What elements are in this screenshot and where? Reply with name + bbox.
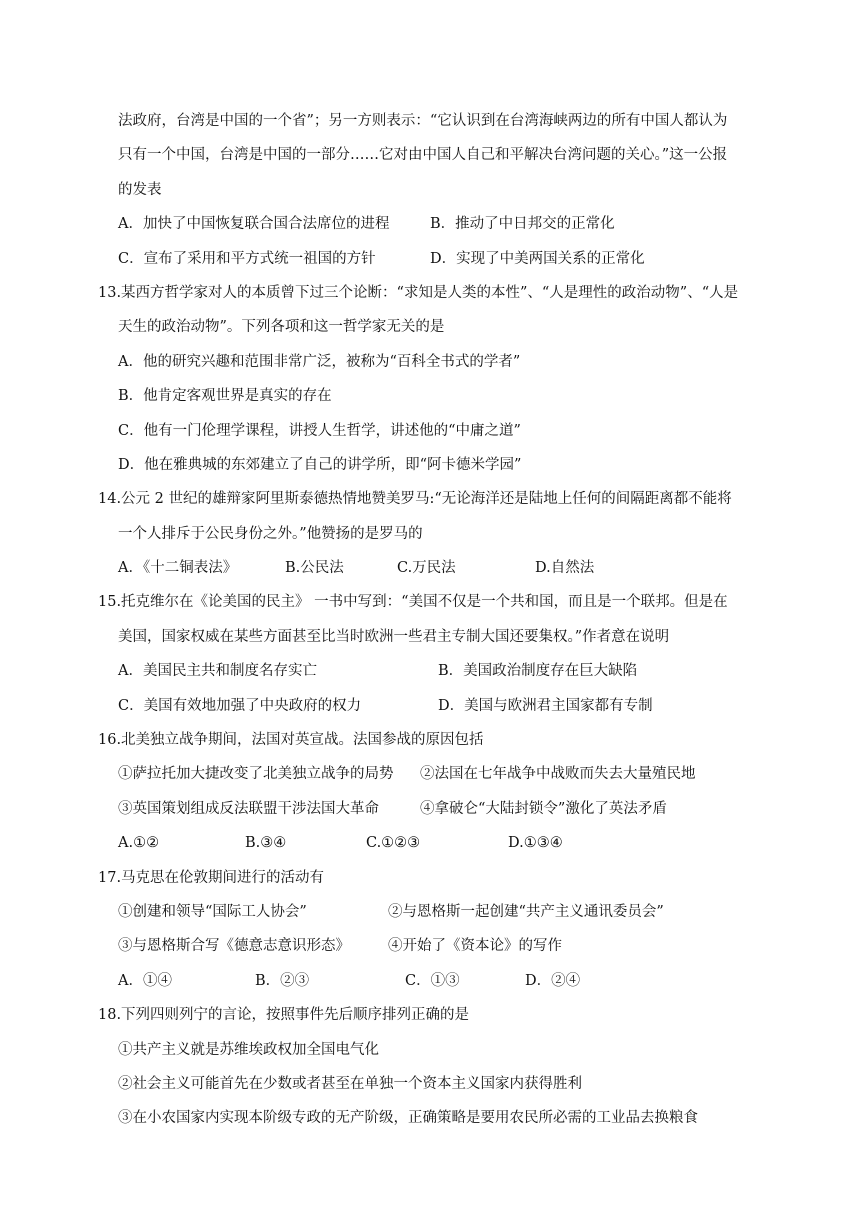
options-row [0,551,860,585]
question-stem-line: 16.北美独立战争期间，法国对英宣战。法国参战的原因包括 [98,732,484,749]
options-row [0,207,860,241]
statement-1: ①创建和领导“国际工人协会” [118,903,307,920]
statements-row [0,895,860,929]
question-16 [0,723,860,861]
options-row [0,689,860,723]
statement-4: ④拿破仑“大陆封锁令”激化了英法矛盾 [420,800,667,817]
option-b: B.公民法 [285,560,344,577]
statement-4: ④开始了《资本论》的写作 [388,938,562,955]
statement-2: ②与恩格斯一起创建“共产主义通讯委员会” [388,903,664,920]
option-c: C．①③ [405,972,460,989]
question-stem-line: 17.马克思在伦敦期间进行的活动有 [98,869,325,886]
question-stem-line: 美国，国家权威在某些方面甚至比当时欧洲一些君主专制大国还要集权。”作者意在说明 [118,628,670,645]
statements-row [0,792,860,826]
option-a: A．美国民主共和制度名存实亡 [118,663,317,680]
option-b: B．他肯定客观世界是真实的存在 [118,388,332,405]
question-18 [0,998,860,1136]
statement-3: ③英国策划组成反法联盟干涉法国大革命 [118,800,379,817]
options-row [0,242,860,276]
statements-row [0,757,860,791]
statements-row [0,929,860,963]
option-d: D．他在雅典城的东郊建立了自己的讲学所，即“阿卡德米学园” [118,456,522,473]
statement-2: ②社会主义可能首先在少数或者甚至在单独一个资本主义国家内获得胜利 [118,1075,582,1092]
statement-1: ①共产主义就是苏维埃政权加全国电气化 [118,1041,379,1058]
question-12 [0,104,860,276]
option-a: A．他的研究兴趣和范围非常广泛，被称为“百科全书式的学者” [118,353,521,370]
statement-3: ③与恩格斯合写《德意志意识形态》 [118,938,350,955]
question-stem-line: 15.托克维尔在《论美国的民主》 一书中写到：“美国不仅是一个共和国，而且是一个联邦。但是在 [98,594,728,611]
question-17 [0,861,860,999]
option-d: D．实现了中美两国关系的正常化 [430,250,645,267]
options-row [0,654,860,688]
option-d: D.自然法 [535,560,595,577]
question-14 [0,482,860,585]
question-stem-line: 天生的政治动物”。下列各项和这一哲学家无关的是 [118,319,445,336]
question-15 [0,585,860,723]
question-stem-line: 一个人排斥于公民身份之外。”他赞扬的是罗马的 [118,525,423,542]
question-stem-line: 13.某西方哲学家对人的本质曾下过三个论断：“求知是人类的本性”、“人是理性的政治动物”、“人是 [98,284,739,301]
option-b: B.③④ [245,835,287,852]
option-b: B．美国政治制度存在巨大缺陷 [438,663,638,680]
question-list [0,104,860,1136]
options-row [0,826,860,860]
question-stem-line: 法政府，台湾是中国的一个省”；另一方则表示：“它认识到在台湾海峡两边的所有中国人都认为 [118,113,728,129]
option-d: D.①③④ [508,835,563,852]
option-c: C．宣布了采用和平方式统一祖国的方针 [118,250,376,267]
statement-1: ①萨拉托加大捷改变了北美独立战争的局势 [118,766,394,783]
question-13 [0,276,860,482]
option-b: B．②③ [255,972,310,989]
option-d: D．美国与欧洲君主国家都有专制 [438,697,653,714]
option-b: B．推动了中日邦交的正常化 [430,216,615,233]
option-a: A.①② [118,835,160,852]
statement-2: ②法国在七年战争中战败而失去大量殖民地 [420,766,696,783]
question-stem-line: 14.公元 2 世纪的雄辩家阿里斯泰德热情地赞美罗马:“无论海洋还是陆地上任何的间隔距离都不能将 [98,491,732,508]
statement-3: ③在小农国家内实现本阶级专政的无产阶级，正确策略是要用农民所必需的工业品去换粮食 [118,1110,698,1127]
option-a: A．《十二铜表法》 [118,560,238,577]
options-row [0,964,860,998]
question-stem-line: 的发表 [118,181,162,198]
option-c: C.万民法 [397,560,456,577]
option-a: A．加快了中国恢复联合国合法席位的进程 [118,216,390,233]
option-c: C．美国有效地加强了中央政府的权力 [118,697,362,714]
option-c: C.①②③ [366,835,421,852]
option-c: C．他有一门伦理学课程，讲授人生哲学，讲述他的“中庸之道” [118,422,521,439]
question-stem-line: 18.下列四则列宁的言论，按照事件先后顺序排列正确的是 [98,1007,470,1024]
question-stem-line: 只有一个中国，台湾是中国的一部分……它对由中国人自己和平解决台湾问题的关心。”这一公报 [118,147,728,164]
option-a: A．①④ [118,972,172,989]
option-d: D．②④ [525,972,581,989]
